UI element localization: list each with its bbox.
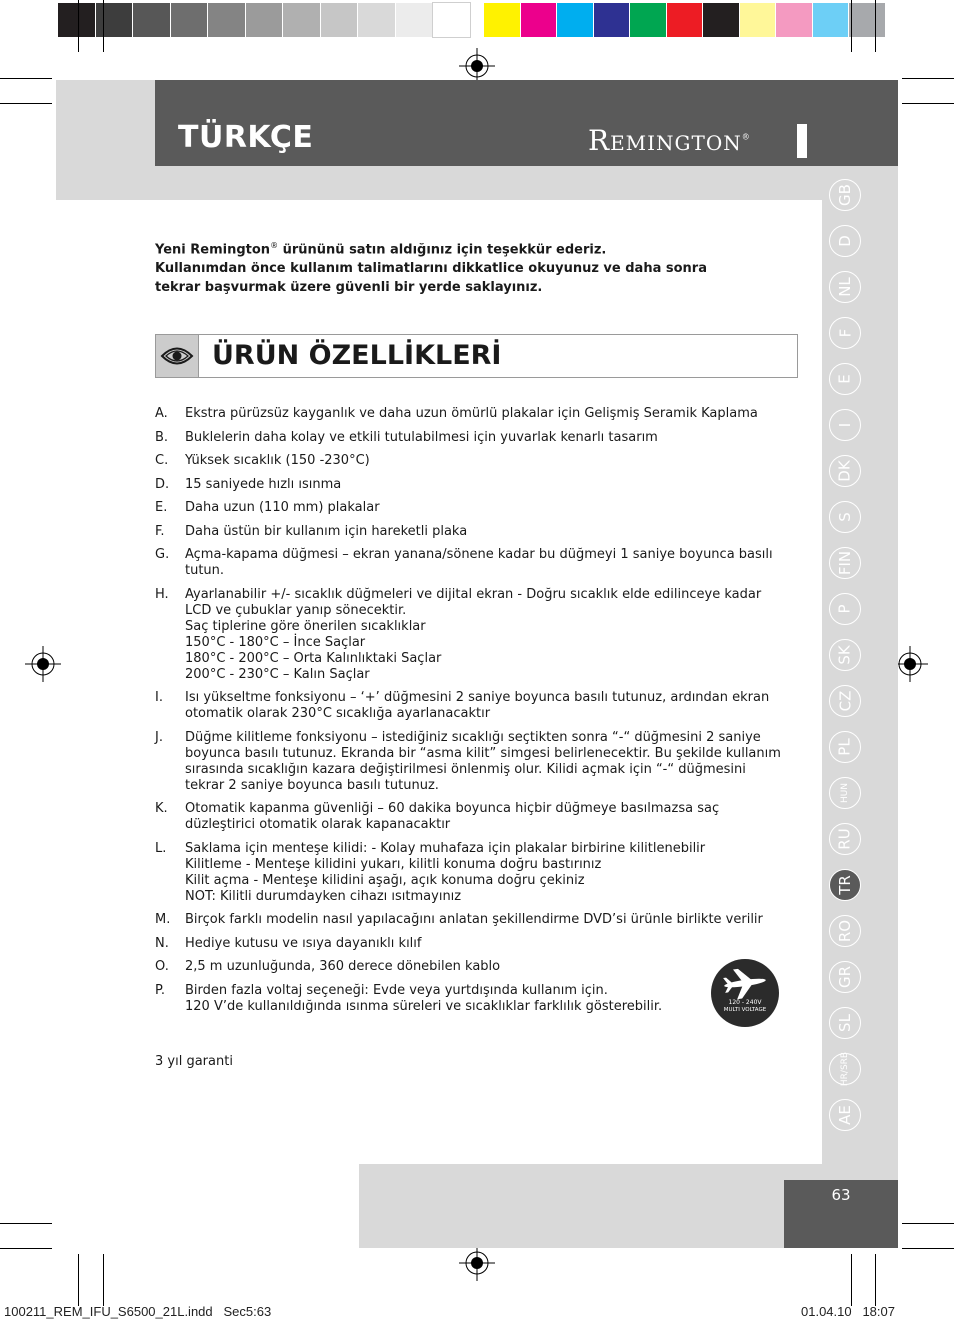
language-tab-gr[interactable] <box>829 961 861 993</box>
language-tab-pl[interactable] <box>829 731 861 763</box>
eye-icon <box>160 345 194 367</box>
feature-text <box>185 430 803 446</box>
feature-line: Daha üstün bir kullanım için hareketli plaka <box>185 523 468 539</box>
feature-line: Isı yükseltme fonksiyonu – ‘+’ düğmesini 2 saniye boyunca basılı tutunuz, ardından ekran <box>185 690 770 705</box>
color-swatch <box>813 3 849 37</box>
page-number: 63 <box>831 1186 851 1204</box>
airplane-icon <box>711 959 779 1027</box>
feature-text <box>185 841 803 905</box>
feature-line: 180°C - 200°C – Orta Kalınlıktaki Saçlar <box>185 650 442 666</box>
feature-line: Birçok farklı modelin nasıl yapılacağını anlatan şekillendirme DVD’si ürünle birlikte verilir <box>185 912 763 927</box>
language-code: DK <box>835 460 854 482</box>
language-tab-i[interactable] <box>829 409 861 441</box>
feature-item <box>155 959 803 975</box>
feature-item <box>155 453 803 469</box>
feature-letter: E. <box>155 500 168 515</box>
language-tab-hun[interactable] <box>829 777 861 809</box>
feature-line: tekrar 2 saniye boyunca basılı tutunuz. <box>185 777 439 793</box>
color-swatch <box>521 3 557 37</box>
color-swatch <box>630 3 666 37</box>
language-code: D <box>836 235 854 247</box>
feature-letter: O. <box>155 959 169 974</box>
language-code: GB <box>835 184 854 206</box>
language-code: HUN <box>840 782 850 804</box>
language-code: AE <box>836 1105 854 1125</box>
language-tab-nl[interactable] <box>829 271 861 303</box>
feature-item <box>155 477 803 493</box>
feature-line: Buklelerin daha kolay ve etkili tutulabilmesi için yuvarlak kenarlı tasarım <box>185 429 658 445</box>
intro-mark: ® <box>270 241 279 250</box>
page-title: TÜRKÇE <box>178 120 314 155</box>
language-code: HR/SRB <box>840 1051 851 1087</box>
feature-text <box>185 587 803 683</box>
feature-item <box>155 730 803 794</box>
language-tab-gb[interactable] <box>829 179 861 211</box>
color-swatch <box>740 3 776 37</box>
language-code: GR <box>835 965 854 989</box>
feature-line: otomatik olarak 230°C sıcaklığa ayarlanacaktır <box>185 706 491 721</box>
footer-file-info: 100211_REM_IFU_S6500_21L.indd Sec5:63 <box>4 1304 272 1319</box>
multi-voltage-badge <box>711 959 779 1027</box>
color-swatch <box>433 3 470 37</box>
feature-line: Saç tiplerine göre önerilen sıcaklıklar <box>185 618 426 634</box>
feature-text <box>185 406 803 422</box>
feature-line: Hediye kutusu ve ısıya dayanıklı kılıf <box>185 935 422 951</box>
language-tab-sl[interactable] <box>829 1007 861 1039</box>
language-code: SL <box>835 1014 854 1032</box>
feature-item <box>155 500 803 516</box>
feature-letter: D. <box>155 476 170 492</box>
color-swatch <box>246 3 283 37</box>
feature-text <box>185 936 803 952</box>
brand-logo <box>588 124 751 157</box>
language-tab-ro[interactable] <box>829 915 861 947</box>
feature-text <box>185 730 803 794</box>
language-tab-sk[interactable] <box>829 639 861 671</box>
language-tab-e[interactable] <box>829 363 861 395</box>
feature-line: Otomatik kapanma güvenliği – 60 dakika boyunca hiçbir düğmeye basılmazsa saç <box>185 801 720 816</box>
feature-item <box>155 587 803 683</box>
language-tab-ae[interactable] <box>829 1099 861 1131</box>
feature-letter: M. <box>155 912 171 927</box>
section-title: ÜRÜN ÖZELLİKLERİ <box>212 340 502 371</box>
feature-line: 120 V’de kullanıldığında ısınma süreleri ve sıcaklıklar farklılık gösterebilir. <box>185 998 663 1014</box>
feature-line: Açma-kapama düğmesi – ekran yanana/sönene kadar bu düğmeyi 1 saniye boyunca basılı <box>185 547 773 562</box>
feature-letter: J. <box>155 729 163 745</box>
language-tab-d[interactable] <box>829 225 861 257</box>
feature-letter: F. <box>155 523 165 539</box>
feature-text <box>185 500 803 516</box>
registration-mark-icon <box>459 1245 495 1281</box>
language-code: SK <box>835 645 854 665</box>
language-code: NL <box>835 277 854 297</box>
language-code: PL <box>836 738 854 756</box>
badge-voltage: 120 - 240V <box>728 999 762 1006</box>
language-code: I <box>836 422 854 428</box>
feature-item <box>155 524 803 540</box>
feature-letter: I. <box>155 690 163 705</box>
feature-text <box>185 453 803 469</box>
feature-letter: K. <box>155 801 168 816</box>
language-tab-tr[interactable] <box>829 869 861 901</box>
feature-text <box>185 912 803 928</box>
color-swatch <box>133 3 170 37</box>
color-swatch <box>776 3 812 37</box>
language-code: RO <box>835 919 854 943</box>
language-tab-fin[interactable] <box>829 547 861 579</box>
feature-text <box>185 690 803 722</box>
language-tab-p[interactable] <box>829 593 861 625</box>
feature-line: Yüksek sıcaklık (150 -230°C) <box>185 453 370 468</box>
language-code: CZ <box>836 690 854 712</box>
color-swatch <box>358 3 395 37</box>
feature-item <box>155 936 803 952</box>
color-swatch <box>557 3 593 37</box>
color-swatch <box>283 3 320 37</box>
language-code: P <box>835 604 854 614</box>
feature-line: Ekstra pürüzsüz kayganlık ve daha uzun ömürlü plakalar için Gelişmiş Seramik Kaplama <box>185 406 758 421</box>
color-swatch <box>703 3 739 37</box>
feature-line: Daha uzun (110 mm) plakalar <box>185 500 380 515</box>
feature-item <box>155 547 803 579</box>
language-tab-dk[interactable] <box>829 455 861 487</box>
language-code: S <box>836 512 854 522</box>
registration-mark-icon <box>459 48 495 84</box>
feature-text <box>185 477 803 493</box>
color-swatch <box>96 3 133 37</box>
feature-line: Ayarlanabilir +/- sıcaklık düğmeleri ve dijital ekran - Doğru sıcaklık elde edilinceye kadar <box>185 586 762 602</box>
feature-line: Birden fazla voltaj seçeneği: Evde veya yurtdışında kullanım için. <box>185 982 608 998</box>
feature-line: 150°C - 180°C – İnce Saçlar <box>185 634 366 650</box>
feature-line: boyunca basılı tutunuz. Ekranda bir “asma kilit” simgesi belirlenecektir. Bu şekilde kullanım <box>185 745 781 761</box>
intro-line3: tekrar başvurmak üzere güvenli bir yerde saklayınız. <box>155 280 543 296</box>
feature-letter: P. <box>155 982 165 998</box>
color-swatch <box>484 3 520 37</box>
intro-line1-post: ürününü satın aldığınız için teşekkür ederiz. <box>278 242 607 258</box>
feature-letter: N. <box>155 935 169 951</box>
feature-list <box>155 406 803 1022</box>
feature-letter: A. <box>155 406 168 421</box>
feature-letter: C. <box>155 453 169 468</box>
feature-item <box>155 983 803 1015</box>
color-swatch <box>171 3 208 37</box>
brand-bar <box>797 124 807 158</box>
feature-line: düzleştirici otomatik olarak kapanacaktır <box>185 817 451 832</box>
color-swatch <box>849 3 885 37</box>
color-swatch <box>594 3 630 37</box>
color-swatch <box>208 3 245 37</box>
feature-line: Düğme kilitleme fonksiyonu – istediğiniz sıcaklığı seçtikten sonra “-“ düğmesini 2 saniye <box>185 729 761 745</box>
color-swatch <box>396 3 433 37</box>
color-swatch <box>667 3 703 37</box>
feature-line: sırasında sıcaklığın kazara değiştirilmesi önlenmiş olur. Kilidi açmak için “-“ düğmesini <box>185 761 746 777</box>
language-tab-s[interactable] <box>829 501 861 533</box>
feature-item <box>155 801 803 833</box>
color-swatch <box>58 3 95 37</box>
feature-item <box>155 406 803 422</box>
language-code: FIN <box>836 550 854 576</box>
feature-line: Saklama için menteşe kilidi: - Kolay muhafaza için plakalar birbirine kilitlenebilir <box>185 840 706 856</box>
color-swatch <box>321 3 358 37</box>
badge-label: MULTI VOLTAGE <box>723 1007 767 1013</box>
feature-line: Kilitleme - Menteşe kilidini yukarı, kilitli konuma doğru bastırınız <box>185 856 602 872</box>
feature-text <box>185 547 803 579</box>
brand-mark: ® <box>741 132 751 142</box>
language-tab-f[interactable] <box>829 317 861 349</box>
feature-text <box>185 801 803 833</box>
intro-line1-pre: Yeni Remington <box>155 242 271 258</box>
registration-mark-icon <box>25 646 61 682</box>
feature-item <box>155 690 803 722</box>
language-code: E <box>835 374 854 384</box>
footer-date: 01.04.10 18:07 <box>801 1304 895 1319</box>
intro-text <box>155 236 795 297</box>
feature-letter: G. <box>155 547 170 562</box>
feature-letter: B. <box>155 429 169 445</box>
feature-text <box>185 524 803 540</box>
feature-item <box>155 841 803 905</box>
language-tab-hr-srb[interactable] <box>829 1053 861 1085</box>
feature-item <box>155 430 803 446</box>
brand-name: Remington <box>588 124 742 157</box>
feature-line: LCD ve çubuklar yanıp sönecektir. <box>185 602 407 618</box>
feature-line: 15 saniyede hızlı ısınma <box>185 476 342 492</box>
language-code: RU <box>836 828 854 850</box>
feature-line: 2,5 m uzunluğunda, 360 derece dönebilen kablo <box>185 959 501 974</box>
section-icon-box <box>155 334 199 378</box>
language-tab-ru[interactable] <box>829 823 861 855</box>
feature-line: 200°C - 230°C – Kalın Saçlar <box>185 666 370 682</box>
feature-line: NOT: Kilitli durumdayken cihazı ısıtmayınız <box>185 888 462 904</box>
feature-letter: H. <box>155 586 169 602</box>
language-tab-cz[interactable] <box>829 685 861 717</box>
language-code: F <box>835 328 854 338</box>
feature-line: tutun. <box>185 563 225 578</box>
feature-letter: L. <box>155 840 167 856</box>
feature-item <box>155 912 803 928</box>
warranty-text: 3 yıl garanti <box>155 1054 233 1069</box>
feature-line: Kilit açma - Menteşe kilidini aşağı, açık konuma doğru çekiniz <box>185 872 585 888</box>
intro-line2: Kullanımdan önce kullanım talimatlarını dikkatlice okuyunuz ve daha sonra <box>155 261 707 277</box>
language-code: TR <box>836 875 854 895</box>
